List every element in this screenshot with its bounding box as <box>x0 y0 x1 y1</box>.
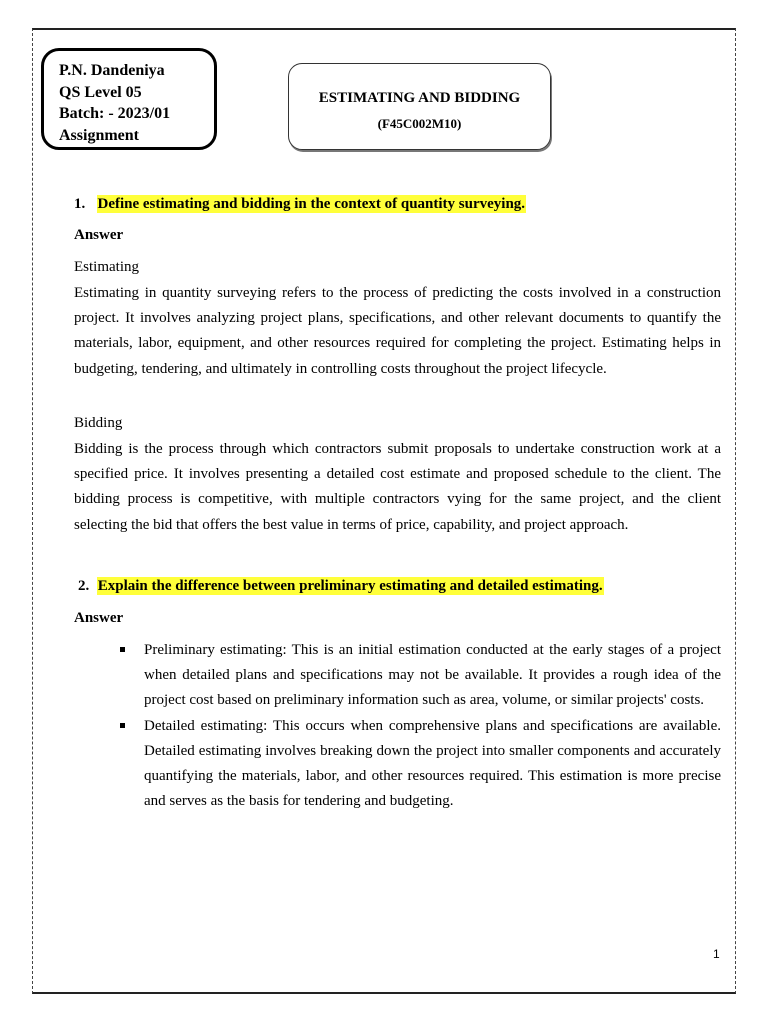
square-bullet-icon <box>120 647 125 652</box>
module-code: (F45C002M10) <box>377 116 462 131</box>
module-title: ESTIMATING AND BIDDING <box>318 90 521 106</box>
square-bullet-icon <box>120 723 125 728</box>
module-title-box <box>288 63 551 150</box>
list-item <box>120 638 721 714</box>
estimating-types-list <box>120 638 721 814</box>
question-1-text: Define estimating and bidding in the context of quantity surveying. <box>97 196 526 212</box>
student-batch: Batch: - 2023/01 <box>59 105 171 122</box>
question-1-number: 1. <box>74 196 86 212</box>
student-info-box <box>41 48 217 150</box>
question-2 <box>78 578 604 595</box>
question-1 <box>74 196 526 213</box>
document-type: Assignment <box>59 126 140 144</box>
estimating-paragraph: Estimating in quantity surveying refers to the process of predicting the costs involved in a construction project. It involves analyzing project plans, specifications, and other relevant documents to quantify the materials, labor, equipment, and other resources required for completing the project. Estimating helps in budgeting, tendering, and ultimately in controlling costs throughout the project lifecycle. <box>74 285 721 377</box>
answer-1-label: Answer <box>74 227 124 243</box>
student-name: P.N. Dandeniya <box>59 62 165 79</box>
detailed-estimating-text: Detailed estimating: This occurs when comprehensive plans and specifications are available. Detailed estimating involves breaking down the project into smaller components and accurately quantifying the materials, labor, and other resources required. This estimation is more precise and serves as the basis for tendering and budgeting. <box>144 717 721 810</box>
page-number: 1 <box>713 947 720 961</box>
preliminary-estimating-text: Preliminary estimating: This is an initial estimation conducted at the early stages of a project when detailed plans and specifications may not be available. It provides a rough idea of the project cost based on preliminary information such as area, volume, or similar projects' costs. <box>144 642 721 709</box>
question-2-number: 2. <box>78 578 90 594</box>
bidding-heading: Bidding <box>74 415 123 431</box>
bidding-paragraph: Bidding is the process through which contractors submit proposals to undertake construction work at a specified price. It involves presenting a detailed cost estimate and proposed schedule to the client. The bidding process is competitive, with multiple contractors vying for the same project, and the client selecting the bid that offers the best value in terms of price, capability, and project approach. <box>74 441 721 533</box>
question-2-text: Explain the difference between preliminary estimating and detailed estimating. <box>97 578 603 594</box>
estimating-heading: Estimating <box>74 259 139 275</box>
list-item <box>120 714 721 815</box>
student-level: QS Level 05 <box>59 83 142 101</box>
answer-2-label: Answer <box>74 610 124 626</box>
